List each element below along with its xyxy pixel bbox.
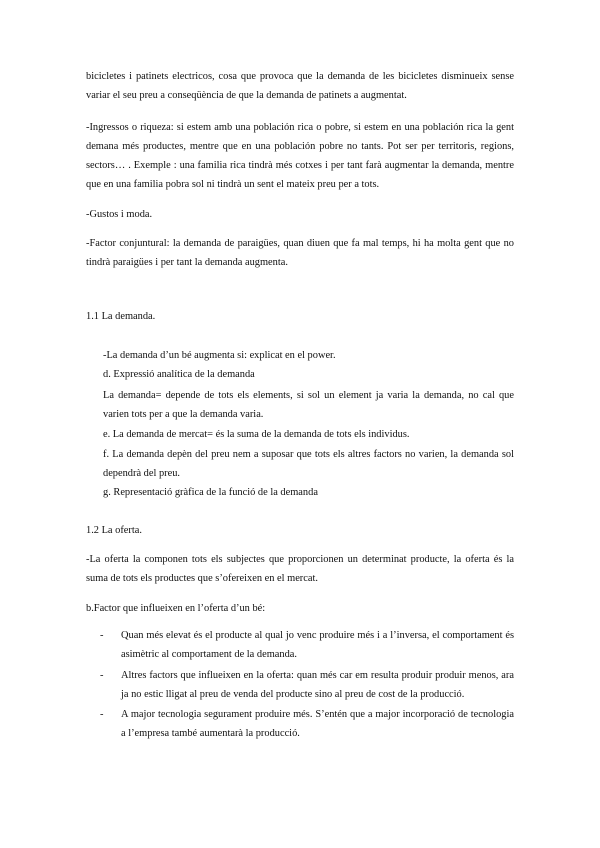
supply-intro-paragraph: -La oferta la componen tots els subjectes que proporcionen un determinat producte, la oferta és la suma de tots els productes que s’ofereixen en el mercat. bbox=[86, 554, 514, 584]
list-dash: - bbox=[100, 709, 104, 720]
supply-factors-subheading: b.Factor que influeixen en l’oferta d’un bé: bbox=[86, 603, 266, 614]
list-item bbox=[100, 666, 514, 704]
demand-line-graphic-representation: g. Representació gràfica de la funció de la demanda bbox=[103, 487, 318, 498]
section-heading-demand: 1.1 La demanda. bbox=[86, 311, 156, 322]
paragraph-substitute-goods: bicicletes i patinets electricos, cosa que provoca que la demanda de les bicicletes disminueix sense variar el seu preu a conseqüència de que la demanda de patinets a augmentat. bbox=[86, 71, 514, 101]
demand-line-analytic-expression: d. Expressió analítica de la demanda bbox=[103, 369, 255, 380]
section-heading-supply: 1.2 La oferta. bbox=[86, 525, 142, 536]
demand-line-increase: -La demanda d’un bé augmenta si: explicat en el power. bbox=[103, 350, 336, 361]
paragraph-tastes-fashion: -Gustos i moda. bbox=[86, 209, 153, 220]
demand-line-depends-elements: La demanda= depende de tots els elements, si sol un element ja varia la demanda, no cal que varien tots per a que la demanda varia. bbox=[103, 390, 514, 420]
list-dash: - bbox=[100, 630, 104, 641]
paragraph-conjunctural-factor: -Factor conjuntural: la demanda de paraigües, quan diuen que fa mal temps, hi ha molta gent que no tindrà paraigües i per tant la demanda augmenta. bbox=[86, 238, 514, 268]
list-dash: - bbox=[100, 670, 104, 681]
list-item-text: Quan més elevat és el producte al qual jo venc produire més i a l’inversa, el comportament és asimètric al comportament de la demanda. bbox=[121, 630, 514, 660]
demand-line-price-dependence: f. La demanda depèn del preu nem a suposar que tots els altres factors no varien, la demanda sol dependrà del preu. bbox=[103, 449, 514, 479]
supply-factors-list bbox=[100, 626, 514, 743]
list-item bbox=[100, 626, 514, 664]
list-item-text: A major tecnologia segurament produire més. S’entén que a major incorporació de tecnologia a l’empresa també aumentarà la producció. bbox=[121, 709, 514, 739]
list-item bbox=[100, 705, 514, 743]
demand-line-market-demand: e. La demanda de mercat= és la suma de la demanda de tots els individus. bbox=[103, 429, 410, 440]
list-item-text: Altres factors que influeixen en la oferta: quan més car em resulta produir produir menos, ara ja no estic lligat al preu de venda del producte sino al preu de cost de la producció. bbox=[121, 670, 514, 700]
paragraph-income-factor: -Ingressos o riqueza: si estem amb una población rica o pobre, si estem en una población rica la gent demana més productes, mentre que en una población pobre no tants. Pot ser per territoris, regions, sectors… . Exemple : una familia rica tindrà més cotxes i per tant farà augmentar la demanda, mentre que en una familia pobra sol ni tindrà un sent el mateix preu per a tots. bbox=[86, 122, 514, 190]
